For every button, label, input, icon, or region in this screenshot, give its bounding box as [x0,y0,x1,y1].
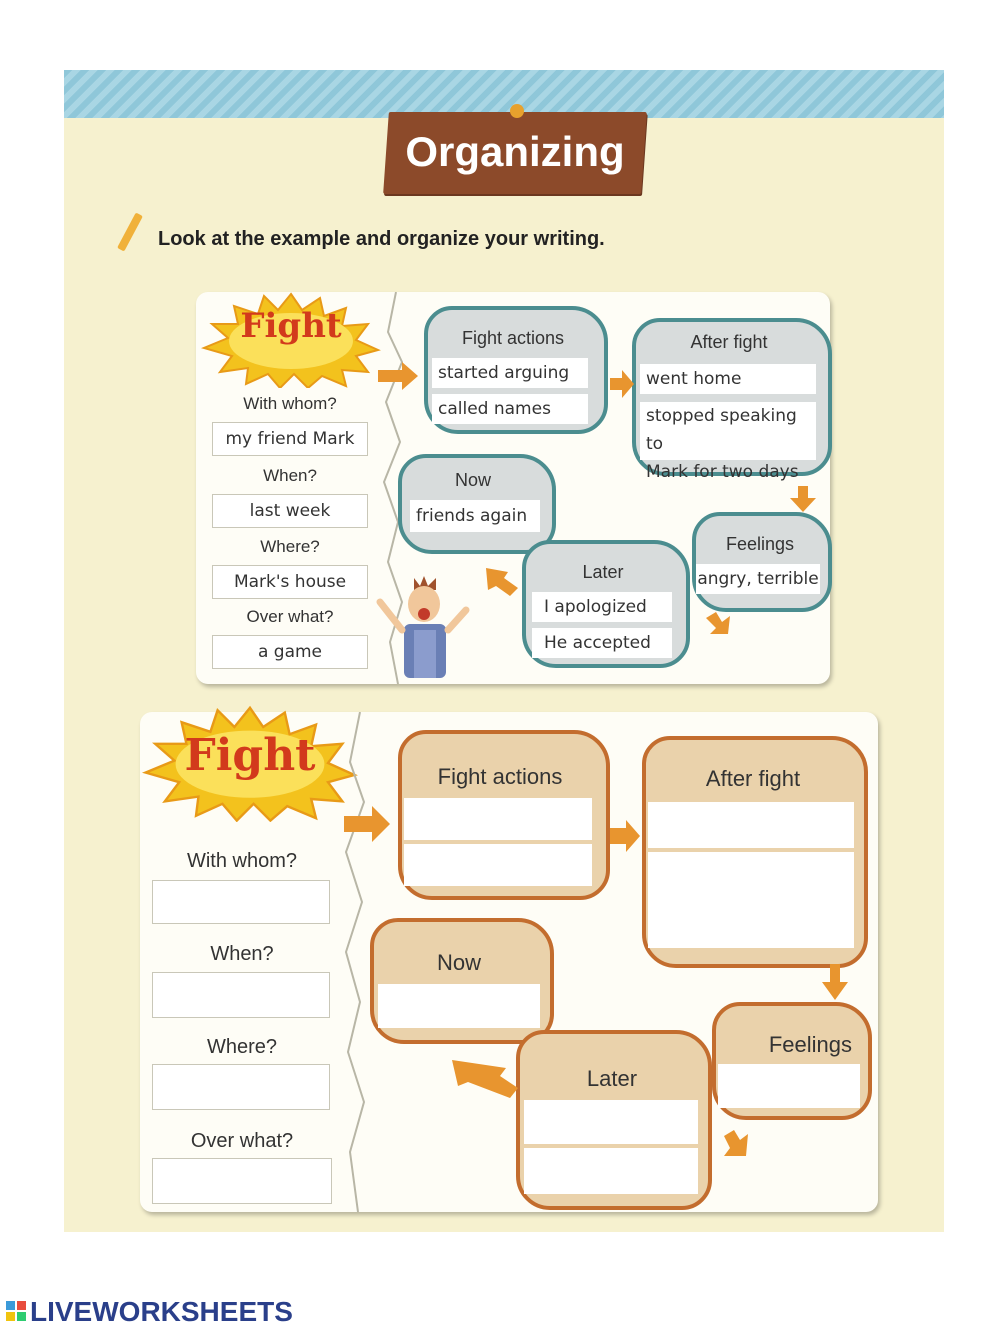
liveworksheets-logo-icon [6,1301,26,1321]
example-question-2: When? [263,466,317,485]
practice-question-2: When? [210,943,274,965]
example-heading: Fight [240,306,342,346]
instruction-text: Look at the example and organize your writing. [158,228,605,250]
pushpin-icon [510,104,524,118]
example-now-line-1: friends again [410,500,540,532]
example-fight-actions-label: Fight actions [461,328,565,348]
arrow-right-icon [378,362,418,390]
practice-answer-where-input[interactable] [152,1064,330,1110]
example-later-line-1: I apologized [532,592,672,622]
arrow-down-left-icon [724,1130,748,1156]
example-fight-actions-line-2: called names [432,394,588,424]
practice-fight-actions-label: Fight actions [437,764,563,789]
arrow-up-left-icon [452,1060,518,1098]
arrow-down-icon [790,486,816,512]
practice-answer-over-what-input[interactable] [152,1158,332,1204]
practice-question-3: Where? [206,1036,278,1058]
practice-later-label: Later [586,1066,638,1091]
example-fight-actions-line-1: started arguing [432,358,588,388]
practice-feelings-label: Feelings [768,1032,852,1057]
arrow-down-left-icon [706,612,730,634]
example-question-4: Over what? [246,607,334,626]
example-later-label: Later [582,562,624,582]
example-question-1: With whom? [243,394,337,413]
arrow-right-icon [344,806,390,842]
example-feelings-label: Feelings [725,534,794,554]
example-answer-1: my friend Mark [212,422,368,456]
angry-boy-illustration [372,574,472,678]
arrow-right-icon [610,370,634,398]
example-after-fight-label: After fight [690,332,768,352]
header-stripe [64,70,944,118]
example-answer-3: Mark's house [212,565,368,599]
example-answer-4: a game [212,635,368,669]
practice-after-fight-label: After fight [705,766,801,791]
practice-answer-with-whom-input[interactable] [152,880,330,924]
example-after-fight-line-1: went home [640,364,816,394]
example-later-line-2: He accepted [532,628,672,658]
example-now-label: Now [454,470,491,490]
example-answer-2: last week [212,494,368,528]
practice-arrows [340,800,860,1180]
arrow-up-left-icon [486,568,518,596]
practice-now-label: Now [436,950,481,975]
example-question-3: Where? [260,537,320,556]
practice-question-4: Over what? [190,1130,294,1152]
practice-question-1: With whom? [186,850,298,872]
page-title: Organizing [405,128,625,175]
example-feelings-line-1: angry, terrible [696,564,820,594]
arrow-down-icon [822,964,848,1000]
practice-heading: Fight [184,730,316,781]
footer-brand: LIVEWORKSHEETS [30,1296,293,1327]
arrow-right-icon [610,820,640,852]
example-after-fight-line-2: stopped speaking to Mark for two days [640,402,816,460]
practice-answer-when-input[interactable] [152,972,330,1018]
